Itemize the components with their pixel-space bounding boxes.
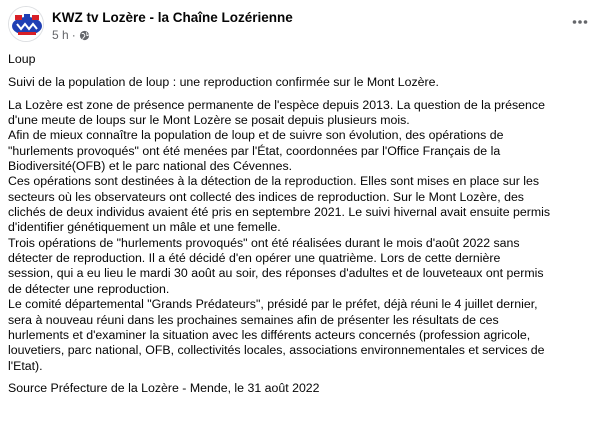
- paragraph-gap: [8, 374, 596, 382]
- page-avatar[interactable]: [8, 6, 44, 42]
- post-text-line: Trois opérations de "hurlements provoqués" ont été réalisées durant le mois d'août 2022 sans: [8, 235, 520, 250]
- post-text-line: Biodiversité(OFB) et le parc national des Cévennes.: [8, 159, 293, 174]
- post-body: [8, 52, 596, 397]
- post-text-line: de détecter une reproduction.: [8, 281, 170, 296]
- post-text-line: d'une meute de loups sur le Mont Lozère se posait depuis plusieurs mois.: [8, 113, 410, 128]
- post-options-button[interactable]: [566, 8, 594, 36]
- post-text-line: louvetiers, parc national, OFB, collectivités locales, associations environnementales et services de: [8, 343, 545, 358]
- post-text-line: d'identifier génétiquement un mâle et une femelle.: [8, 220, 281, 235]
- post-text-line: hurlements et d'examiner la situation avec les différents acteurs concernés (profession agricole,: [8, 327, 531, 342]
- post-time[interactable]: 5 h: [52, 28, 69, 42]
- post-text-line: détecter de reproduction. Il a été décidé d'en opérer une quatrième. Lors de cette dernière: [8, 251, 501, 266]
- post-text-line: sera à nouveau réuni dans les prochaines semaines afin de présenter les résultats de ces: [8, 312, 499, 327]
- post-text-line: Source Préfecture de la Lozère - Mende, le 31 août 2022: [8, 381, 320, 396]
- page-name[interactable]: KWZ tv Lozère - la Chaîne Lozérienne: [52, 10, 293, 25]
- post-text-line: session, qui a eu lieu le mardi 30 août au soir, des réponses d'adultes et de louveteaux ont permis: [8, 266, 544, 281]
- kwz-logo-icon: [9, 7, 44, 42]
- post-text-line: "hurlements provoqués" ont été menées par l'État, coordonnées par l'Office Français de la: [8, 143, 501, 158]
- post-paragraph: [8, 98, 596, 374]
- globe-icon: [79, 30, 90, 41]
- post-header: [8, 6, 596, 46]
- paragraph-gap: [8, 90, 596, 98]
- post-meta: [52, 28, 90, 42]
- post-text-line: Loup: [8, 52, 36, 66]
- post-text-line: Ces opérations sont destinées à la détection de la reproduction. Elles sont mises en place sur les: [8, 174, 540, 189]
- post-paragraph: [8, 381, 596, 396]
- post-paragraph: [8, 75, 596, 90]
- post-text-line: Afin de mieux connaître la population de loup et de suivre son évolution, des opérations de: [8, 128, 504, 143]
- post-text-line: La Lozère est zone de présence permanente de l'espèce depuis 2013. La question de la présence: [8, 97, 545, 112]
- post-text-line: Le comité départemental "Grands Prédateurs", présidé par le préfet, déjà réuni le 4 juillet dernier,: [8, 297, 538, 312]
- post-text-line: clichés de deux individus avaient été pris en septembre 2021. Le suivi hivernal avait ensuite permis: [8, 205, 551, 220]
- more-horizontal-icon: [572, 19, 588, 25]
- post-paragraph: [8, 52, 596, 67]
- paragraph-gap: [8, 67, 596, 75]
- post-text-line: secteurs où les observateurs ont collecté des indices de reproduction. Sur le Mont Lozère, des: [8, 189, 524, 204]
- meta-separator: ·: [71, 28, 76, 42]
- post-text-line: l'Etat).: [8, 358, 43, 373]
- post-text-line: Suivi de la population de loup : une reproduction confirmée sur le Mont Lozère.: [8, 74, 439, 89]
